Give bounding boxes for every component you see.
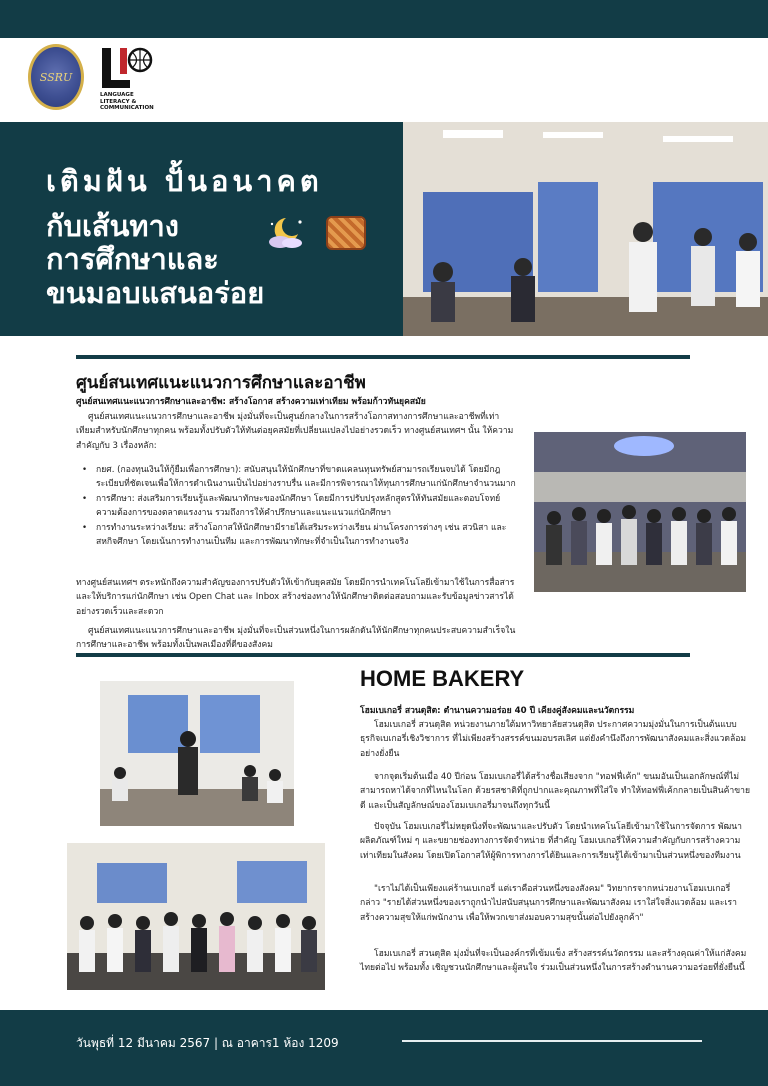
section-divider-top	[76, 355, 690, 359]
guidance-focus-list	[82, 463, 516, 549]
group-photo-bakery	[67, 843, 325, 990]
footer-divider	[402, 1040, 702, 1042]
classroom-speaker-photo	[100, 681, 294, 826]
list-item: • การทำงานระหว่างเรียน: สร้างโอกาสให้นักศึกษามีรายได้เสริมระหว่างเรียน ผ่านโครงการต่างๆ เช่น สวนิสา และสหกิจศึกษา โดยเน้นการทำงานเป็นทีม และการพัฒนาทักษะที่จำเป็นในการทำงานจริง	[82, 521, 516, 550]
section-heading-guidance: ศูนย์สนเทศแนะแนวการศึกษาและอาชีพ	[76, 373, 366, 393]
guidance-intro-paragraph: ศูนย์สนเทศแนะแนวการศึกษาและอาชีพ มุ่งมั่นที่จะเป็นศูนย์กลางในการสร้างโอกาสทางการศึกษาและอาชีพที่เท่าเทียมสำหรับนักศึกษาทุกคน พร้อมทั้งปรับตัวให้ทันต่อยุคสมัยที่เปลี่ยนแปลงไปอย่างรวดเร็ว ทางศูนย์สนเทศฯ นั้น ให้ความสำคัญกับ 3 เรื่องหลัก:	[76, 412, 514, 451]
home-bakery-paragraph-3: ปัจจุบัน โฮมเบเกอรี่ไม่หยุดนิ่งที่จะพัฒนาและปรับตัว โดยนำเทคโนโลยีเข้ามาใช้ในการจัดการ พัฒนาผลิตภัณฑ์ใหม่ ๆ และขยายช่องทางการจัดจำหน่าย ที่สำคัญ โฮมเบเกอรี่ให้ความสำคัญกับการสร้างความเท่าเทียมในสังคม โดยเปิดโอกาสให้ผู้พิการทางการได้ยินและการเรียนรู้ได้เข้ามาเป็นส่วนหนึ่งของทีมงาน	[360, 822, 742, 861]
home-bakery-paragraph-5: โฮมเบเกอรี่ สวนดุสิต มุ่งมั่นที่จะเป็นองค์กรที่เข้มแข็ง สร้างสรรค์นวัตกรรม และสร้างคุณค่าให้แก่สังคมไทยต่อไป พร้อมทั้ง เชิญชวนนักศึกษาและผู้สนใจ ร่วมเป็นส่วนหนึ่งในการสร้างตำนานความอร่อยที่ยั่งยืนนี้	[360, 949, 747, 974]
list-item: • กยศ. (กองทุนเงินให้กู้ยืมเพื่อการศึกษา): สนับสนุนให้นักศึกษาที่ขาดแคลนทุนทรัพย์สามารถเรียนจบได้ โดยมีกฎระเบียบที่ชัดเจนเพื่อให้การดำเนินงานเป็นไปอย่างราบรื่น และมีการพิจารณาให้ทุนการศึกษาแก่นักศึกษาจำนวนมาก	[82, 463, 516, 492]
group-photo-guidance	[534, 432, 746, 592]
home-bakery-paragraph-2: จากจุดเริ่มต้นเมื่อ 40 ปีก่อน โฮมเบเกอรี่ได้สร้างชื่อเสียงจาก "ทอฟฟี่เค้ก" ขนมอันเป็นเอกลักษณ์ที่ไม่สามารถหาได้จากที่ไหนในโลก ด้วยรสชาติที่ถูกปากและคุณภาพที่ใส่ใจ ทำให้ทอฟฟี่เค้กกลายเป็นสินค้าขายดี และเป็นสัญลักษณ์ของโฮมเบเกอรี่มาจนถึงทุกวันนี้	[360, 772, 750, 811]
llc-wordmark: LANGUAGE LITERACY & COMMUNICATION	[100, 92, 154, 111]
cake-icon	[326, 216, 366, 250]
hero-title-line-3: การศึกษาและ	[46, 242, 219, 276]
seal-monogram: SSRU	[39, 70, 73, 84]
home-bakery-title: HOME BAKERY	[360, 666, 525, 691]
home-bakery-subheading: โฮมเบเกอรี่ สวนดุสิต: ตำนานความอร่อย 40 ปี เคียงคู่สังคมและนวัตกรรม	[360, 706, 635, 716]
list-item: • การศึกษา: ส่งเสริมการเรียนรู้และพัฒนาทักษะของนักศึกษา โดยมีการปรับปรุงหลักสูตรให้ทันสมัยและตอบโจทย์ความต้องการของตลาดแรงงาน รวมถึงการให้คำปรึกษาและแนะแนวแก่นักศึกษา	[82, 492, 516, 521]
top-bar	[0, 0, 768, 38]
home-bakery-paragraph-4: "เราไม่ได้เป็นเพียงแค่ร้านเบเกอรี่ แต่เราคือส่วนหนึ่งของสังคม" วิทยากรจากหน่วยงานโฮมเบเกอรี่กล่าว "รายได้ส่วนหนึ่งของเราถูกนำไปสนับสนุนการศึกษาและพัฒนาสังคม เราใส่ใจสิ่งแวดล้อม และเราสร้างความสุขให้แก่พนักงาน เพื่อให้พวกเขาส่งมอบความสุขนั้นต่อไปยังลูกค้า"	[360, 884, 737, 923]
hero-title-line-1: เติมฝัน ปั้นอนาคต	[46, 164, 323, 198]
university-seal-logo	[28, 44, 84, 110]
section-divider-middle	[76, 653, 690, 657]
moon-cloud-icon	[266, 214, 306, 250]
hero-title-line-2: กับเส้นทาง	[46, 209, 179, 243]
hero-classroom-photo	[403, 122, 768, 336]
hero-title-line-4: ขนมอบแสนอร่อย	[46, 276, 265, 310]
event-date-location: วันพุธที่ 12 มีนาคม 2567 | ณ อาคาร1 ห้อง 1209	[76, 1036, 339, 1050]
section-subheading-guidance: ศูนย์สนเทศแนะแนวการศึกษาและอาชีพ: สร้างโอกาส สร้างความเท่าเทียม พร้อมก้าวทันยุคสมัย	[76, 397, 426, 407]
guidance-tech-paragraph: ทางศูนย์สนเทศฯ ตระหนักถึงความสำคัญของการปรับตัวให้เข้ากับยุคสมัย โดยมีการนำเทคโนโลยีเข้ามาใช้ในการสื่อสารและให้บริการแก่นักศึกษา เช่น Open Chat และ Inbox สร้างช่องทางให้นักศึกษาติดต่อสอบถามและรับข้อมูลข่าวสารได้อย่างรวดเร็วและสะดวก	[76, 578, 515, 617]
home-bakery-paragraph-1: โฮมเบเกอรี่ สวนดุสิต หน่วยงานภายใต้มหาวิทยาลัยสวนดุสิต ประกาศความมุ่งมั่นในการเป็นต้นแบบธุรกิจเบเกอรี่เชิงวิชาการ ที่ไม่เพียงสร้างสรรค์ขนมอบรสเลิศ แต่ยังคำนึงถึงการพัฒนาสังคมและสิ่งแวดล้อมอย่างยั่งยืน	[360, 720, 747, 759]
guidance-closing-paragraph: ศูนย์สนเทศแนะแนวการศึกษาและอาชีพ มุ่งมั่นที่จะเป็นส่วนหนึ่งในการผลักดันให้นักศึกษาทุกคนประสบความสำเร็จในการศึกษาและอาชีพ พร้อมทั้งเป็นพลเมืองที่ดีของสังคม	[76, 626, 516, 651]
